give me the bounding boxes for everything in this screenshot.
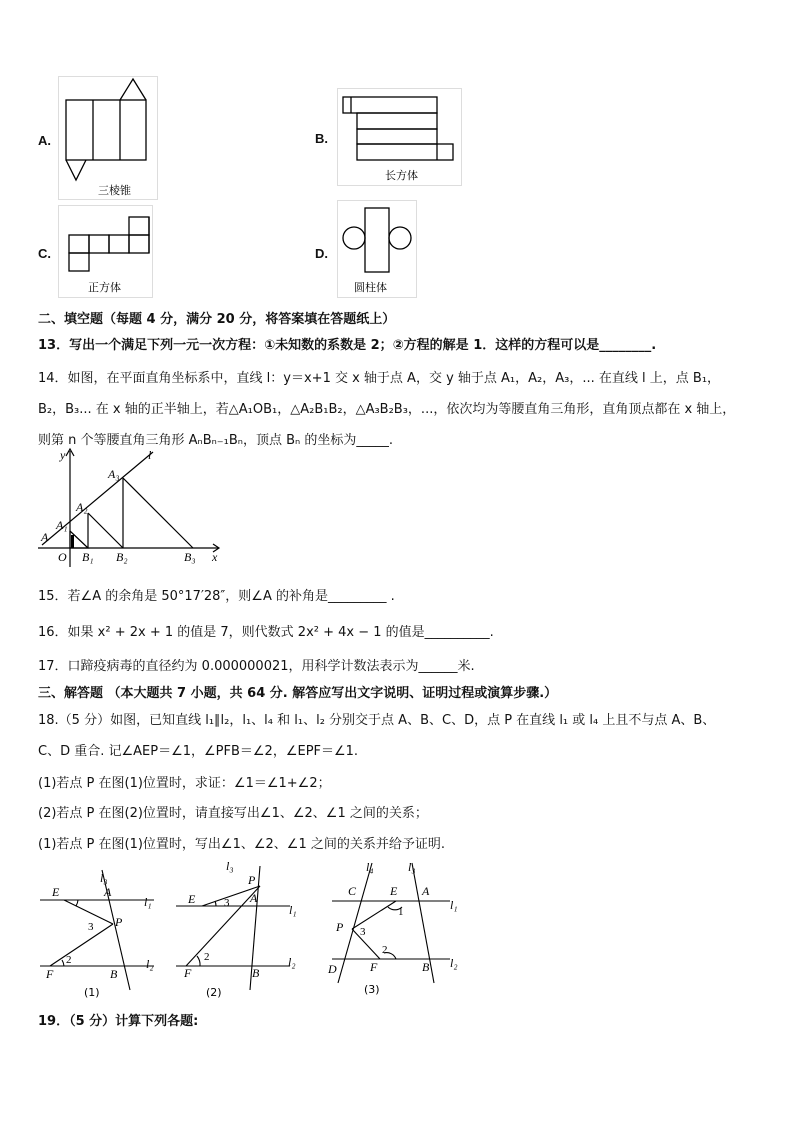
fig14-o-label: O: [58, 550, 67, 564]
fig14-y-label: y: [60, 448, 66, 462]
option-b-label: B.: [315, 131, 328, 146]
question-18-line-4: (2)若点 P 在图(2)位置时，请直接写出∠1、∠2、∠1 之间的关系；: [38, 806, 428, 821]
fig14-b1-label: B₁: [82, 550, 94, 564]
fig14-l-label: l: [148, 448, 152, 462]
question-15: 15．若∠A 的余角是 50°17′28″，则∠A 的补角是_________ .: [38, 589, 395, 604]
fig14-b3-label: B₃: [184, 550, 196, 564]
fig14-a1-label: A₁: [56, 518, 68, 532]
fig18-2-l3: l₃: [226, 859, 234, 873]
fig18-3-a: A: [422, 884, 430, 898]
question-16: 16．如果 x² + 2x + 1 的值是 7，则代数式 2x² + 4x − 1 的值是__________.: [38, 625, 494, 640]
fig18-3-caption: (3): [364, 983, 380, 996]
fig18-3-angle-3: 3: [360, 926, 366, 938]
question-18-figure-1: [38, 862, 168, 1002]
fig18-1-l1: l₁: [144, 895, 152, 909]
question-18-figure-3: [326, 855, 461, 1002]
option-a-label: A.: [38, 133, 51, 148]
fig18-3-b: B: [422, 960, 430, 974]
fig18-2-l2: l₂: [288, 955, 296, 969]
fig18-3-l1: l₁: [450, 898, 458, 912]
question-14-line-2: B₂，B₃... 在 x 轴的正半轴上，若△A₁OB₁，△A₂B₁B₂，△A₃B₂B₃，...，依次均为等腰直角三角形，直角顶点都在 x 轴上，: [38, 402, 736, 417]
fig18-1-e: E: [52, 885, 60, 899]
option-c-figure: [58, 205, 153, 298]
fig18-2-b: B: [252, 966, 260, 980]
option-d-label: D.: [315, 246, 328, 261]
fig18-3-d: D: [328, 962, 337, 976]
fig18-3-angle-1: 1: [398, 906, 404, 918]
option-b-caption: 长方体: [385, 169, 418, 182]
question-18-line-1: 18.（5 分）如图，已知直线 l₁∥l₂，l₁、l₄ 和 l₁、l₂ 分别交于点 A、B、C、D，点 P 在直线 l₁ 或 l₄ 上且不与点 A、B、: [38, 713, 716, 728]
fig14-a2-label: A₂: [76, 500, 88, 514]
question-13: 13．写出一个满足下列一元一次方程：①未知数的系数是 2；②方程的解是 1．这样的方程可以是________.: [38, 338, 657, 353]
question-18-line-2: C、D 重合. 记∠AEP＝∠1，∠PFB＝∠2，∠EPF＝∠1.: [38, 744, 359, 759]
fig18-1-caption: (1): [84, 986, 100, 999]
fig18-1-p: P: [115, 915, 123, 929]
question-14-figure: [38, 445, 228, 570]
fig14-b2-label: B₂: [116, 550, 128, 564]
fig18-3-p: P: [336, 920, 344, 934]
fig18-3-l3: l₃: [408, 860, 416, 874]
option-a-figure: [58, 76, 158, 200]
fig14-a-label: A: [41, 530, 49, 544]
question-18-figure-2: [172, 858, 302, 1002]
question-17: 17．口蹄疫病毒的直径约为 0.000000021，用科学计数法表示为______米.: [38, 659, 475, 674]
question-14-line-3: 则第 n 个等腰直角三角形 AₙBₙ₋₁Bₙ，顶点 Bₙ 的坐标为_____.: [38, 433, 393, 448]
fig18-3-l2: l₂: [450, 956, 458, 970]
fig18-1-l3: l₃: [100, 871, 108, 885]
fig18-3-f: F: [370, 960, 378, 974]
fig18-1-b: B: [110, 967, 118, 981]
section-2-title: 二、填空题（每题 4 分，满分 20 分，将答案填在答题纸上）: [38, 312, 396, 327]
fig18-3-c: C: [348, 884, 357, 898]
fig18-3-l4: l₄: [366, 860, 374, 874]
fig18-1-f: F: [46, 967, 54, 981]
fig18-1-a: A: [104, 885, 112, 899]
fig18-2-a: A: [250, 891, 258, 905]
fig18-2-l1: l₁: [289, 903, 297, 917]
fig18-2-angle-3: 3: [224, 897, 230, 909]
fig18-1-angle-3: 3: [88, 921, 94, 933]
fig18-3-e: E: [390, 884, 398, 898]
question-19: 19．（5 分）计算下列各题:: [38, 1014, 199, 1029]
fig14-a3-label: A₃: [108, 467, 120, 481]
section-3-title: 三、解答题 （本大题共 7 小题，共 64 分. 解答应写出文字说明、证明过程或演算步骤.）: [38, 686, 558, 701]
option-c-caption: 正方体: [88, 281, 121, 294]
question-14-line-1: 14．如图，在平面直角坐标系中，直线 l：y＝x+1 交 x 轴于点 A，交 y 轴于点 A₁，A₂，A₃，... 在直线 l 上，点 B₁，: [38, 371, 721, 386]
option-d-figure: [337, 200, 417, 298]
option-d-caption: 圆柱体: [354, 281, 387, 294]
fig14-x-label: x: [212, 550, 218, 564]
option-b-figure: [337, 88, 462, 186]
fig18-2-p: P: [248, 873, 256, 887]
fig18-2-e: E: [188, 892, 196, 906]
fig18-2-angle-2: 2: [204, 951, 210, 963]
question-18-line-3: (1)若点 P 在图(1)位置时，求证：∠1＝∠1+∠2；: [38, 776, 331, 791]
fig18-2-f: F: [184, 966, 192, 980]
fig18-3-angle-2: 2: [382, 944, 388, 956]
fig18-1-angle-2: 2: [66, 954, 72, 966]
fig18-2-caption: (2): [206, 986, 222, 999]
option-a-caption: 三棱锥: [98, 184, 131, 197]
fig18-1-l2: l₂: [146, 957, 154, 971]
question-18-line-5: (1)若点 P 在图(1)位置时，写出∠1、∠2、∠1 之间的关系并给予证明.: [38, 837, 445, 852]
option-c-label: C.: [38, 246, 51, 261]
